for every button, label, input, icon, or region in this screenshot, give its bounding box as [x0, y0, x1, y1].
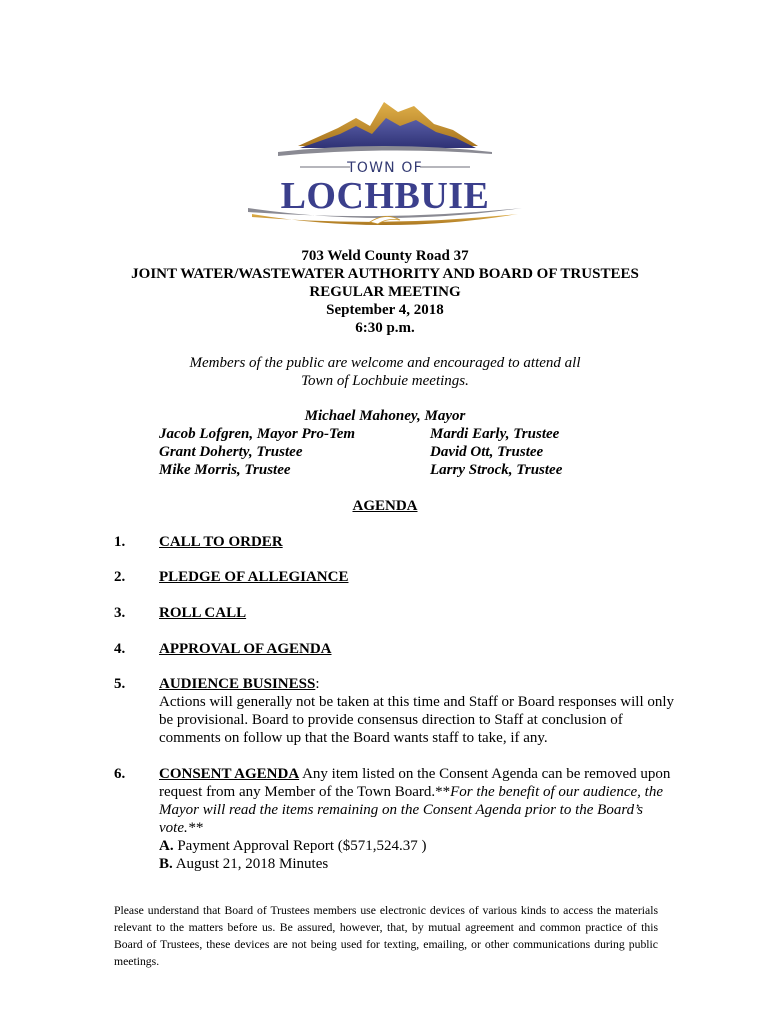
board-member: Mike Morris, Trustee	[159, 462, 291, 478]
logo-town-of: TOWN OF	[347, 160, 423, 176]
sub-item-text: August 21, 2018 Minutes	[175, 856, 329, 872]
board-member: David Ott, Trustee	[430, 444, 544, 460]
item-title-approval: APPROVAL OF AGENDA	[159, 641, 332, 657]
item-number: 5.	[114, 676, 126, 692]
welcome-line-1: Members of the public are welcome and encouraged to attend all	[189, 355, 581, 371]
item-number: 6.	[114, 766, 126, 782]
sub-item-letter: B.	[159, 856, 173, 872]
item-title-suffix: :	[315, 676, 320, 692]
item-title-audience: AUDIENCE BUSINESS	[159, 676, 316, 692]
meeting-title: JOINT WATER/WASTEWATER AUTHORITY AND BOARD OF TRUSTEES	[131, 266, 639, 282]
welcome-line-2: Town of Lochbuie meetings.	[301, 373, 469, 389]
devices-notice: Please understand that Board of Trustees members use electronic devices of various kinds to access the materials relevant to the matters before us. Be assured, however, that, by mutual agreement and common practice of this Board of Trustees, these devices are not being used for texting, emailing, or other communications during public meetings.	[114, 904, 658, 968]
sub-item-letter: A.	[159, 838, 174, 854]
address: 703 Weld County Road 37	[301, 248, 469, 264]
item-number: 3.	[114, 605, 126, 621]
town-logo	[238, 96, 532, 236]
meeting-type: REGULAR MEETING	[309, 284, 461, 300]
item-consent-agenda	[159, 765, 679, 873]
agenda-heading: AGENDA	[352, 498, 418, 514]
item-number: 1.	[114, 534, 126, 550]
board-member: Jacob Lofgren, Mayor Pro-Tem	[159, 426, 356, 442]
board-mayor: Michael Mahoney, Mayor	[304, 408, 466, 424]
item-description: Any item listed on the Consent Agenda can be removed upon request from any Member of the Town Board.**	[159, 766, 671, 800]
meeting-date: September 4, 2018	[326, 302, 444, 318]
board-member: Mardi Early, Trustee	[430, 426, 560, 442]
item-title-roll-call: ROLL CALL	[159, 605, 247, 621]
meeting-time: 6:30 p.m.	[355, 320, 415, 336]
item-italic-note: For the benefit of our audience, the Mayor will read the items remaining on the Consent Agenda prior to the Board’s vote.**	[159, 784, 663, 836]
board-member: Grant Doherty, Trustee	[159, 444, 303, 460]
item-number: 4.	[114, 641, 126, 657]
item-number: 2.	[114, 569, 126, 585]
sub-item-text: Payment Approval Report ($571,524.37 )	[177, 838, 427, 854]
item-description: Actions will generally not be taken at this time and Staff or Board responses will only be provisional. Board to provide consensus direction to Staff at conclusion of comments on follow up that the Board wants staff to take, if any.	[159, 694, 675, 746]
item-title-consent: CONSENT AGENDA	[159, 766, 300, 782]
item-title-pledge: PLEDGE OF ALLEGIANCE	[159, 569, 349, 585]
item-title-call-to-order: CALL TO ORDER	[159, 534, 283, 550]
item-audience-business	[159, 675, 679, 747]
board-member: Larry Strock, Trustee	[430, 462, 563, 478]
logo-town-name: LOCHBUIE	[280, 175, 490, 217]
